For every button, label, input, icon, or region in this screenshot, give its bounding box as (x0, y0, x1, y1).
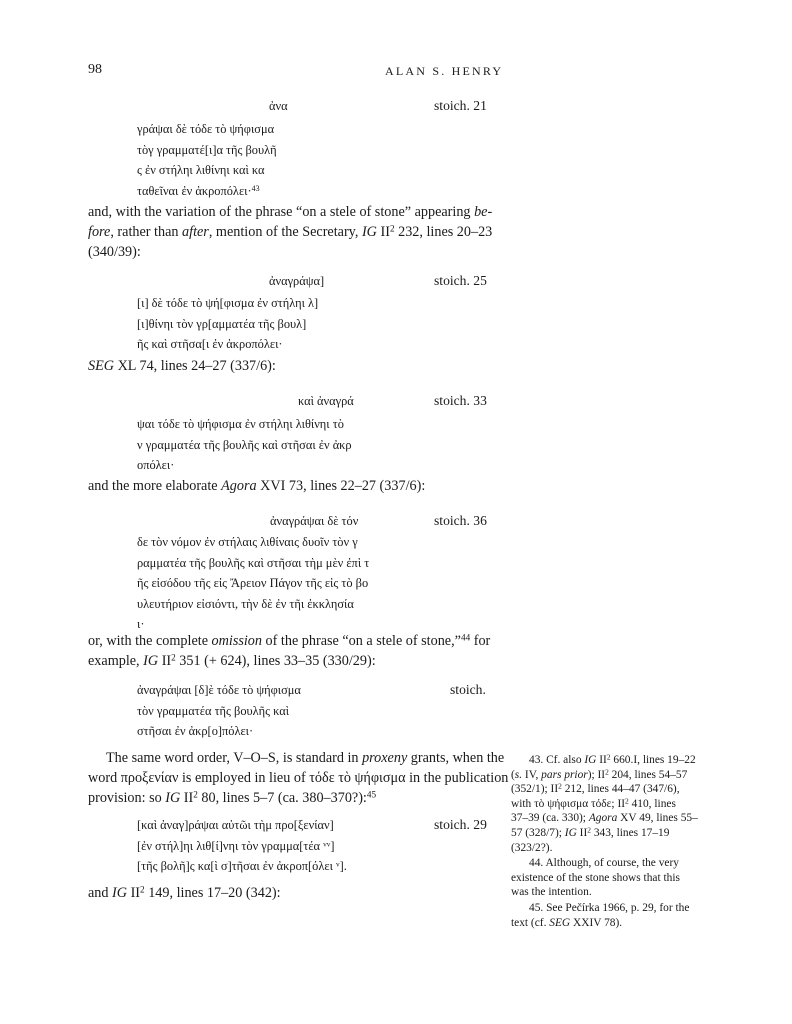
paragraph-3: and the more elaborate Agora XVI 73, lines 22–27 (337/6): (88, 478, 426, 494)
inscription-line: ς ἐν στήληι λιθίνηι καὶ κα (137, 163, 265, 177)
inscription-line: οπόλει· (137, 458, 175, 472)
inscription-lines (137, 815, 347, 877)
inscription-line: ν γραμματέα τῆς βουλῆς καὶ στῆσαι ἐν ἀκρ (137, 437, 352, 452)
footnote-44: 44. Although, of course, the very existence of the stone shows that this was the intention. (511, 857, 680, 899)
inscription-line: [ι] δὲ τόδε τὸ ψή[φισμα ἐν στήληι λ] (137, 296, 319, 310)
paragraph-5: The same word order, V–O–S, is standard in proxeny grants, when the word προξενίαν is employed in lieu of τόδε τὸ ψήφισμα in the publication provision: so IG $II^2$ 80, lines 5–7 (ca. 380–370?):$^{45}$ (88, 750, 509, 806)
inscription-line: ῆς καὶ στῆσα[ι ἐν ἀκροπόλει· (137, 337, 283, 351)
inscription-lines (137, 119, 277, 201)
inscription-line: τὸν γραμματέα τῆς βουλῆς καὶ (137, 703, 290, 718)
inscription-line: στῆσαι ἐν ἀκρ[ο]πόλει· (137, 724, 254, 738)
inscription-line: ῆς εἰσόδου τῆς εἰς Ἄρειον Πάγον τῆς εἰς τὸ βο (137, 576, 369, 590)
footnote-43: 43. Cf. also IG $II^2$ 660.I, lines 19–22 (s. IV, pars prior); $II^2$ 204, lines 54–57 (352/1); $II^2$ 212, lines 44–47 (347/6), with τὸ ψήφισμα τόδε; $II^2$ 410, lines 37–39 (ca. 330); Agora XV 49, lines 55– 57 (328/7); IG $II^2$ 343, lines 17–19 (323/2?). (511, 752, 698, 854)
inscription-line: ραμματέα τῆς βουλῆς καὶ στῆσαι τὴμ μὲν ἐπὶ τ (137, 555, 370, 570)
page-number: 98 (88, 62, 102, 77)
inscription-lines (137, 680, 301, 742)
inscription-line: γράψαι δὲ τόδε τὸ ψήφισμα (137, 122, 275, 136)
paragraph-4: or, with the complete omission of the phrase “on a stele of stone,”$^{44}$ for example, IG $II^2$ 351 (+ 624), lines 33–35 (330/29): (88, 632, 491, 669)
footnote-45: 45. See Pečírka 1966, p. 29, for the text (cf. SEG XXIV 78). (511, 902, 690, 929)
inscription-first-line: ἀνα (269, 99, 288, 113)
inscription-line: [τῆς βολῆ]ς κα[ὶ σ]τῆσαι ἐν ἀκροπ[όλει ᵛ]. (137, 859, 347, 873)
footnote-ref-44: 44 (460, 632, 471, 643)
inscription-lines (137, 293, 318, 355)
stoich-label: stoich. 33 (434, 393, 487, 408)
inscription-line: ταθεῖναι ἐν ἀκροπόλει· (137, 183, 252, 198)
inscription-first-line: ἀναγράψαι δὲ τόν (270, 514, 359, 528)
stoich-label: stoich. (450, 682, 486, 697)
inscription-first-line: ἀναγράψαι [δ]ὲ τόδε τὸ ψήφισμα (137, 683, 301, 697)
inscription-first-line: [καὶ ἀναγ]ράψαι αὐτῶι τὴμ προ[ξενίαν] (137, 818, 334, 832)
paragraph-2: SEG XL 74, lines 24–27 (337/6): (88, 358, 276, 374)
inscription-first-line: ἀναγράψα] (269, 274, 325, 288)
inscription-line: τὸγ γραμματέ[ι]α τῆς βουλῆ (137, 142, 277, 157)
stoich-label: stoich. 25 (434, 273, 487, 288)
stoich-label: stoich. 36 (434, 513, 487, 528)
footnote-ref-43: 43 (251, 183, 260, 193)
inscription-lines (137, 532, 369, 635)
stoich-label: stoich. 29 (434, 817, 487, 832)
inscription-line: δε τὸν νόμον ἐν στήλαις λιθίναις δυοῖν τὸν γ (137, 535, 358, 549)
paragraph-1: and, with the variation of the phrase “on a stele of stone” appearing be- fore, rather than after, mention of the Secretary, IG $II^2$ 232, lines 20–23 (340/39): (88, 204, 493, 260)
inscription-line: ψαι τόδε τὸ ψήφισμα ἐν στήληι λιθίνηι τὸ (137, 417, 344, 431)
stoich-label: stoich. 21 (434, 98, 487, 113)
inscription-line: υλευτήριον εἰσιόντι, τὴν δὲ ἐν τῆι ἐκκλησία (137, 596, 354, 611)
inscription-line: ι· (137, 617, 145, 631)
footnote-ref-45: 45 (366, 789, 377, 800)
running-head: ALAN S. HENRY (385, 64, 504, 78)
inscription-line: [ἐν στήλ]ηι λιθ[ί]νηι τὸν γραμμα[τέα ᵛᵛ] (137, 838, 335, 853)
inscription-first-line: καὶ ἀναγρά (298, 394, 354, 408)
inscription-line: [ι]θίνηι τὸν γρ[αμματέα τῆς βουλ] (137, 316, 307, 331)
paragraph-6: and IG $II^2$ 149, lines 17–20 (342): (88, 884, 281, 901)
inscription-lines (137, 414, 352, 476)
